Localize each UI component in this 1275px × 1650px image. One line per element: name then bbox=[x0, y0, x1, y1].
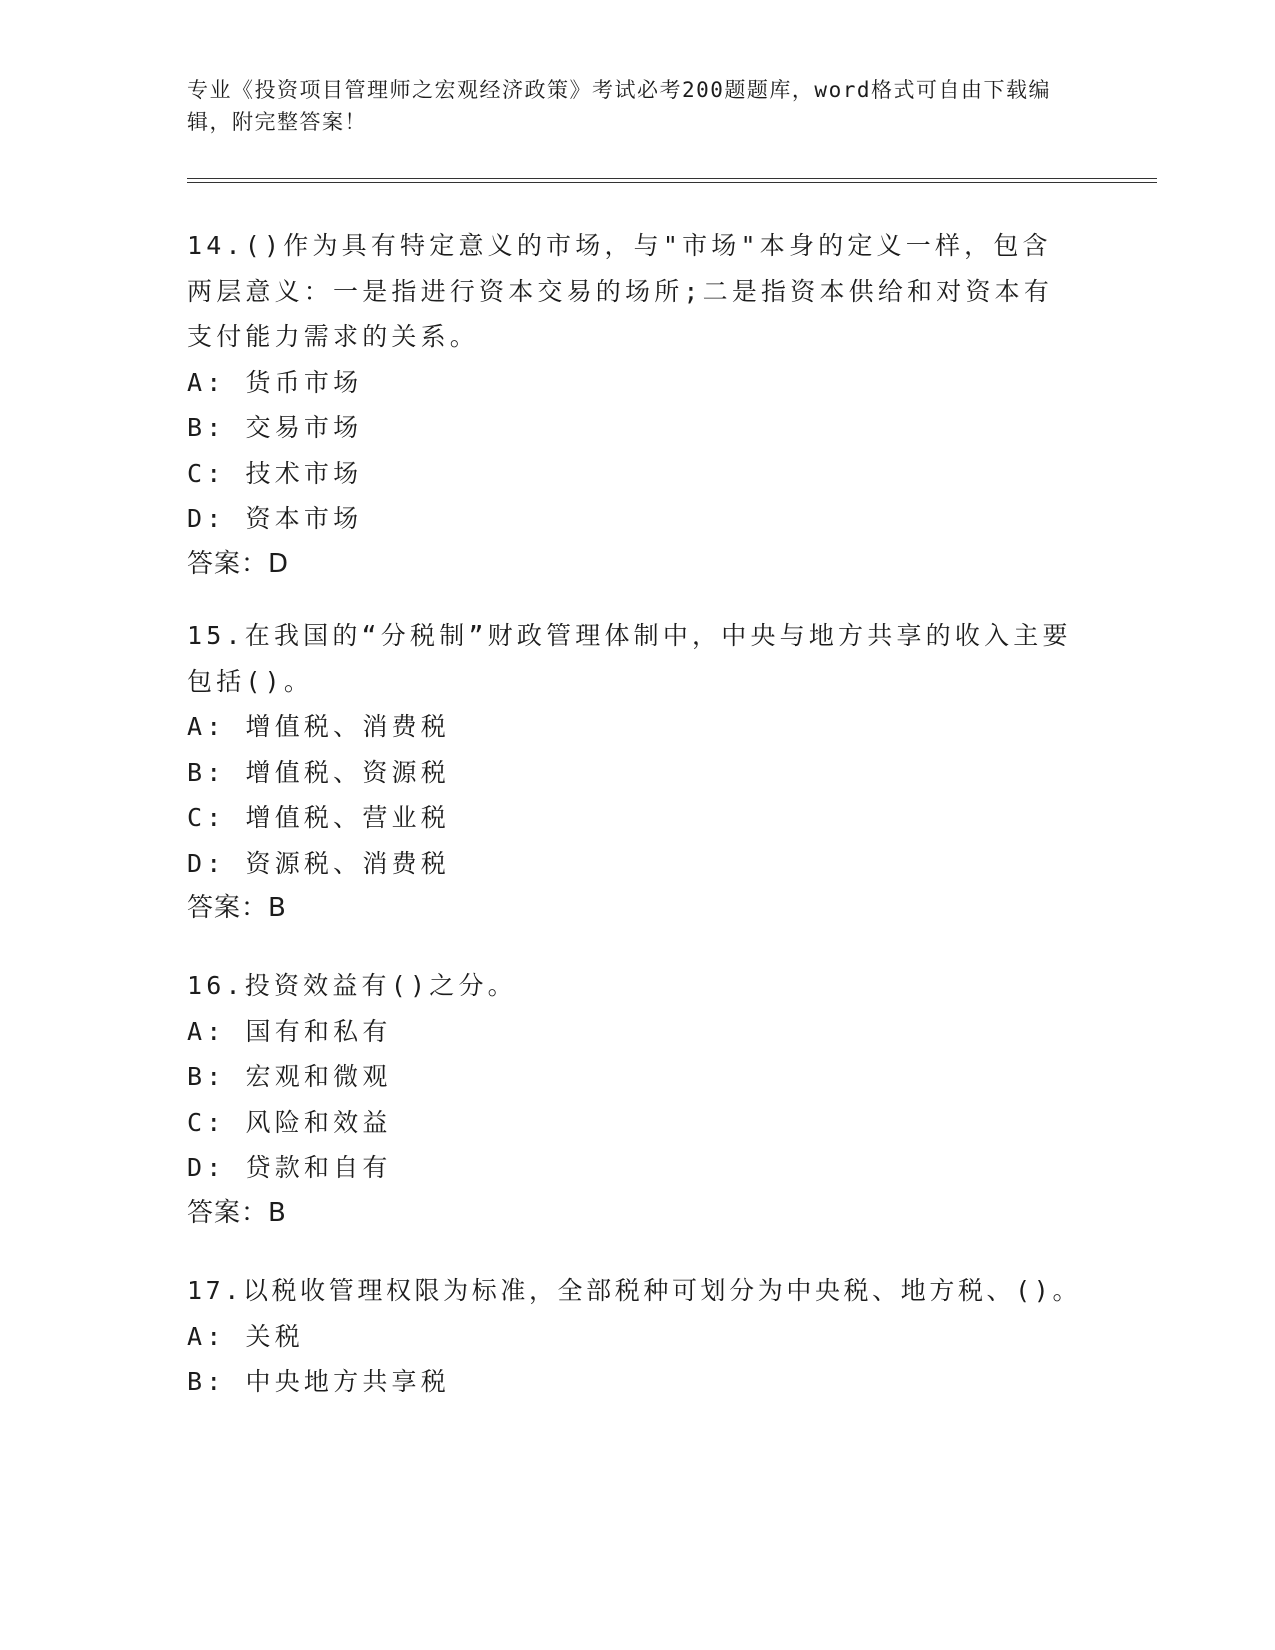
option-a bbox=[187, 360, 1077, 406]
option-c bbox=[187, 1100, 1077, 1146]
option-key: B: bbox=[187, 1062, 226, 1091]
option-text: 增值税、资源税 bbox=[245, 757, 450, 787]
option-key: C: bbox=[187, 803, 226, 832]
option-text: 国有和私有 bbox=[245, 1016, 392, 1046]
option-d bbox=[187, 841, 1077, 887]
option-text: 风险和效益 bbox=[245, 1107, 392, 1137]
question-14 bbox=[187, 223, 1077, 587]
option-b bbox=[187, 1359, 1087, 1405]
question-17 bbox=[187, 1268, 1087, 1405]
option-key: C: bbox=[187, 458, 226, 488]
option-key: D: bbox=[187, 1153, 226, 1182]
option-d bbox=[187, 496, 1077, 542]
option-key: D: bbox=[187, 848, 226, 878]
option-key: A: bbox=[187, 712, 226, 741]
option-a bbox=[187, 1009, 1077, 1055]
question-text: 17.以税收管理权限为标准，全部税种可划分为中央税、地方税、()。 bbox=[187, 1276, 1082, 1305]
option-text: 宏观和微观 bbox=[245, 1062, 392, 1091]
option-text: 货币市场 bbox=[245, 367, 363, 397]
answer-line: 答案：B bbox=[187, 1197, 287, 1228]
answer-line: 答案：B bbox=[187, 893, 287, 923]
option-text: 资本市场 bbox=[245, 504, 363, 533]
header-double-rule bbox=[187, 178, 1157, 183]
option-text: 关税 bbox=[245, 1321, 304, 1351]
option-b bbox=[187, 1054, 1077, 1100]
question-text: 16.投资效益有()之分。 bbox=[187, 971, 517, 1000]
option-a bbox=[187, 1314, 1087, 1360]
option-b bbox=[187, 750, 1077, 796]
question-16 bbox=[187, 963, 1077, 1236]
option-text: 技术市场 bbox=[245, 458, 363, 488]
option-c bbox=[187, 795, 1077, 841]
option-text: 增值税、消费税 bbox=[245, 712, 450, 741]
option-c bbox=[187, 451, 1077, 497]
question-text: 15.在我国的“分税制”财政管理体制中，中央与地方共享的收入主要包括()。 bbox=[187, 621, 1072, 696]
option-a bbox=[187, 704, 1077, 750]
option-text: 增值税、营业税 bbox=[245, 803, 450, 832]
question-text: 14.()作为具有特定意义的市场，与"市场"本身的定义一样，包含两层意义：一是指进行资本交易的场所;二是指资本供给和对资本有支付能力需求的关系。 bbox=[187, 231, 1054, 351]
document-header: 专业《投资项目管理师之宏观经济政策》考试必考200题题库，word格式可自由下载编辑，附完整答案！ bbox=[187, 78, 1051, 134]
option-key: B: bbox=[187, 757, 226, 787]
option-text: 交易市场 bbox=[245, 413, 363, 442]
option-text: 资源税、消费税 bbox=[245, 848, 450, 878]
option-key: B: bbox=[187, 1367, 226, 1396]
option-key: D: bbox=[187, 504, 226, 533]
option-key: B: bbox=[187, 413, 226, 442]
option-key: C: bbox=[187, 1107, 226, 1137]
answer-line: 答案：D bbox=[187, 548, 290, 579]
question-15 bbox=[187, 613, 1077, 932]
option-text: 贷款和自有 bbox=[245, 1153, 392, 1182]
option-key: A: bbox=[187, 1321, 226, 1351]
option-b bbox=[187, 405, 1077, 451]
option-text: 中央地方共享税 bbox=[245, 1367, 450, 1396]
option-key: A: bbox=[187, 1016, 226, 1046]
option-d bbox=[187, 1145, 1077, 1191]
option-key: A: bbox=[187, 367, 226, 397]
